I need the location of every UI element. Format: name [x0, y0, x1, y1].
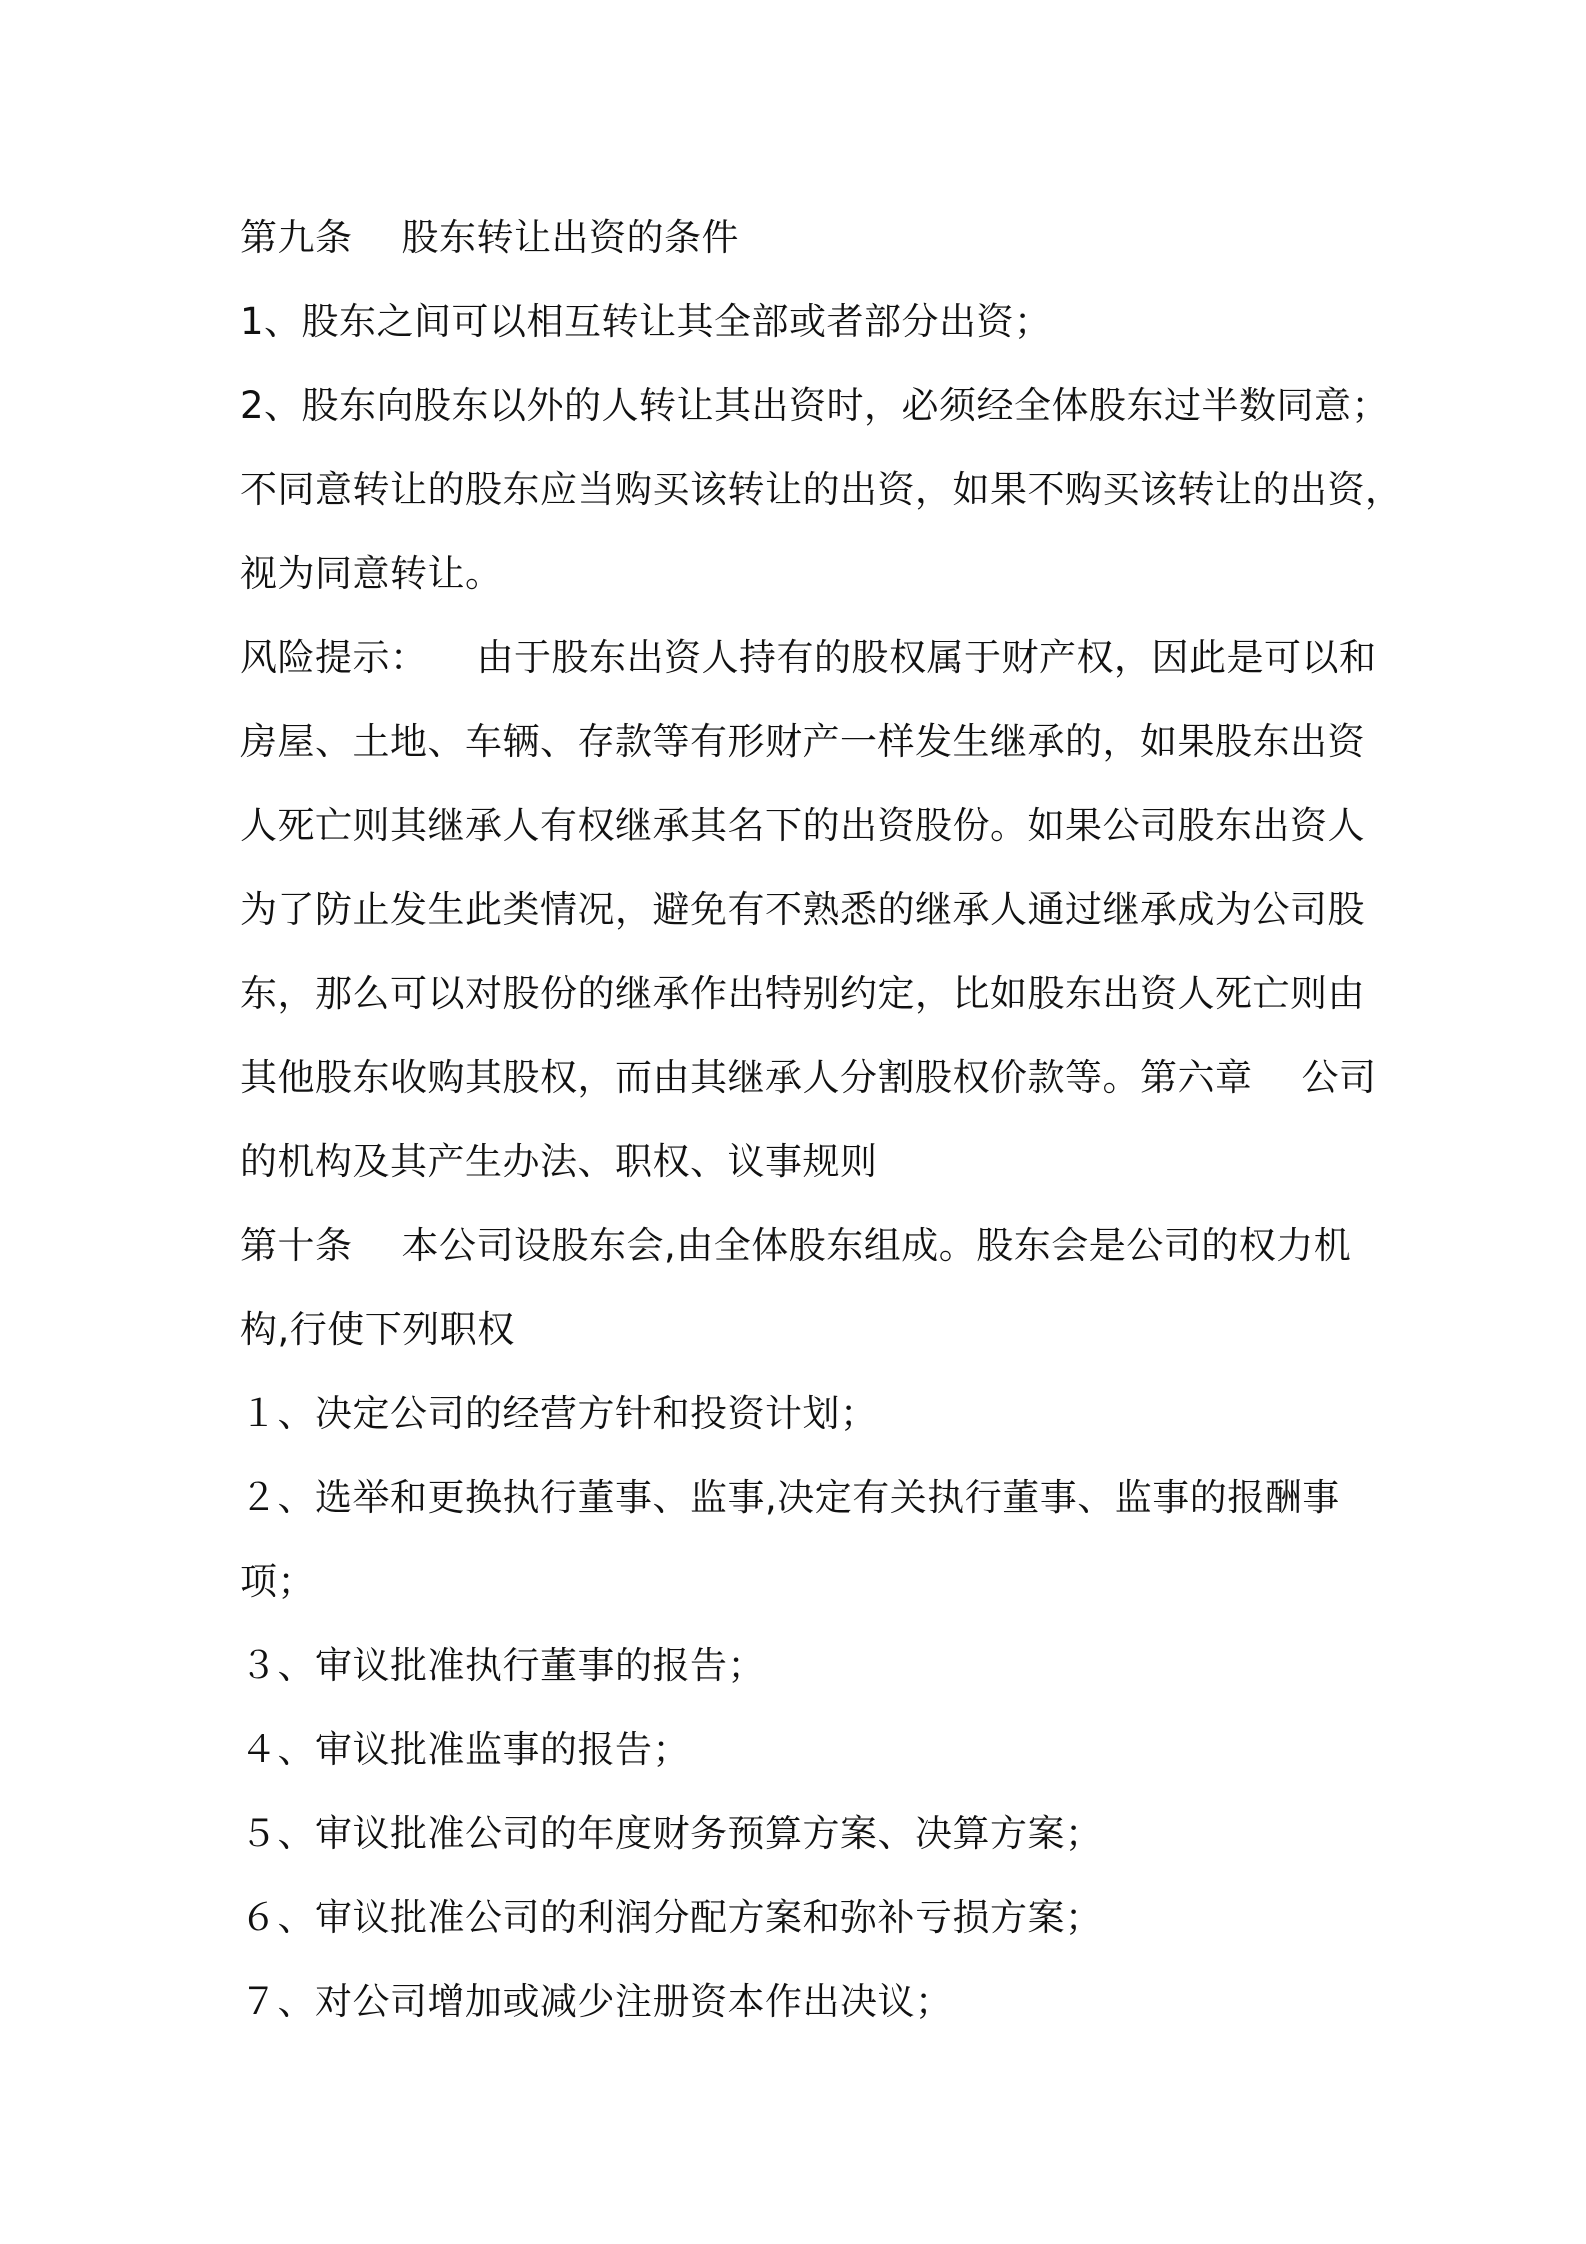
article-10-item-1: １、决定公司的经营方针和投资计划；: [240, 1392, 878, 1435]
article-9-item-2-cont: 不同意转让的股东应当购买该转让的出资，如果不购买该转让的出资，: [240, 468, 1403, 511]
risk-note-line: 房屋、土地、车辆、存款等有形财产一样发生继承的，如果股东出资: [240, 720, 1365, 763]
article-10-item-3: ３、审议批准执行董事的报告；: [240, 1644, 765, 1687]
risk-note-line: 风险提示： 由于股东出资人持有的股权属于财产权，因此是可以和: [240, 636, 1377, 679]
article-9-item-1: 1、股东之间可以相互转让其全部或者部分出资；: [240, 300, 1052, 343]
article-9-heading: 第九条 股东转让出资的条件: [240, 216, 740, 259]
article-10-item-2: ２、选举和更换执行董事、监事,决定有关执行董事、监事的报酬事: [240, 1476, 1340, 1519]
document-body: [240, 196, 1403, 2044]
article-10-item-4: ４、审议批准监事的报告；: [240, 1728, 690, 1771]
article-10-item-5: ５、审议批准公司的年度财务预算方案、决算方案；: [240, 1812, 1103, 1855]
article-9-item-2: 2、股东向股东以外的人转让其出资时，必须经全体股东过半数同意；: [240, 384, 1390, 427]
risk-note-line: 东，那么可以对股份的继承作出特别约定，比如股东出资人死亡则由: [240, 972, 1365, 1015]
article-9-item-2-end: 视为同意转让。: [240, 552, 503, 595]
article-10-heading-cont: 构,行使下列职权: [240, 1308, 515, 1351]
risk-note-line: 为了防止发生此类情况，避免有不熟悉的继承人通过继承成为公司股: [240, 888, 1365, 931]
chapter-6-title: 的机构及其产生办法、职权、议事规则: [240, 1140, 878, 1183]
article-10-item-2-cont: 项；: [240, 1560, 315, 1603]
risk-note-line: 其他股东收购其股权，而由其继承人分割股权价款等。第六章 公司: [240, 1056, 1377, 1099]
risk-note-line: 人死亡则其继承人有权继承其名下的出资股份。如果公司股东出资人: [240, 804, 1365, 847]
article-10-heading: 第十条 本公司设股东会,由全体股东组成。股东会是公司的权力机: [240, 1224, 1352, 1267]
article-10-item-6: ６、审议批准公司的利润分配方案和弥补亏损方案；: [240, 1896, 1103, 1939]
article-10-item-7: ７、对公司增加或减少注册资本作出决议；: [240, 1980, 953, 2023]
